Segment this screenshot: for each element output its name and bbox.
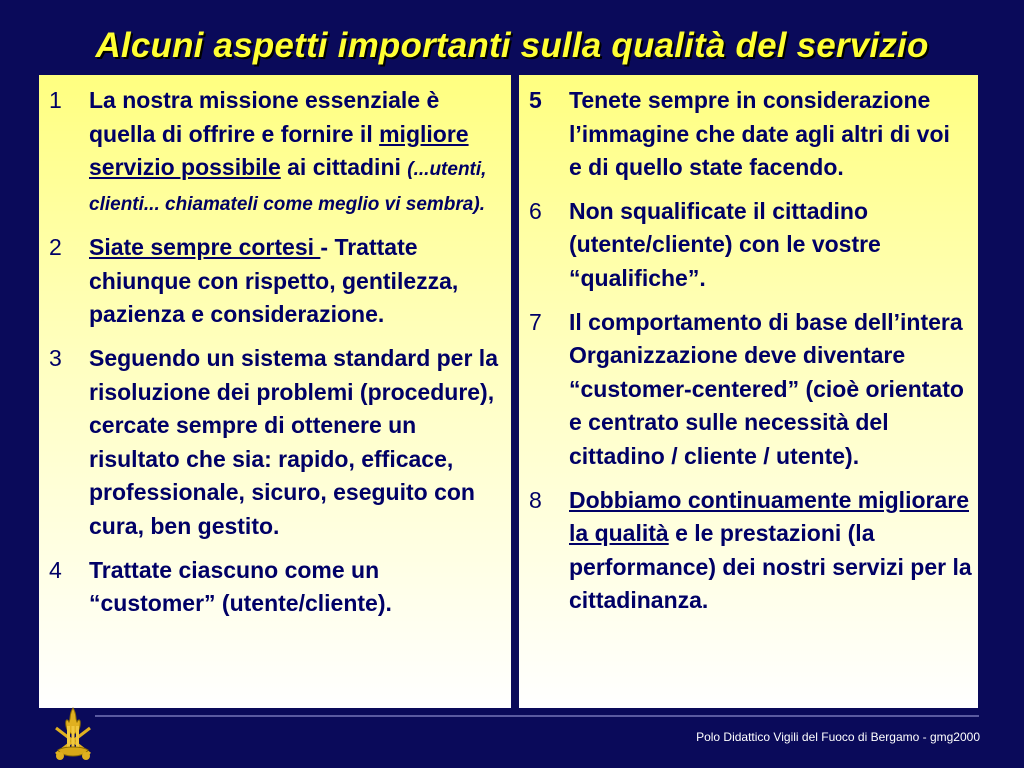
item-text: Non squalificate il cittadino (utente/cliente) con le vostre “qualifiche”. [569, 197, 881, 291]
item-note: (...utenti, clienti... chiamateli come meglio vi sembra). [89, 159, 487, 216]
list-item-7 [529, 306, 972, 474]
list-item-2 [49, 231, 505, 332]
item-text-part: La nostra missione essenziale è quella di offrire e fornire il [89, 87, 440, 147]
item-number: 4 [49, 556, 62, 583]
right-panel [519, 75, 978, 708]
underlined-phrase: Dobbiamo continuamente migliorare la qualità [569, 486, 969, 547]
item-number: 7 [529, 308, 542, 335]
item-text-part: e di quello state facendo. [569, 154, 844, 181]
item-number: 2 [49, 234, 62, 261]
underlined-phrase: Siate sempre cortesi [89, 234, 321, 261]
item-text-part: e le prestazioni (la performance) dei nostri servizi per la cittadinanza. [569, 520, 972, 614]
list-item-5 [529, 84, 972, 185]
footer-divider [95, 715, 979, 717]
list-item-1 [49, 84, 505, 221]
item-text: Trattate ciascuno come un “customer” (utente/cliente). [89, 556, 392, 617]
item-number: 8 [529, 486, 542, 513]
item-number: 1 [49, 87, 62, 113]
item-number: 5 [529, 87, 542, 113]
slide-title: Alcuni aspetti importanti sulla qualità del servizio [95, 26, 929, 65]
list-item-6 [529, 195, 972, 296]
item-text: Seguendo un sistema standard per la risoluzione dei problemi (procedure), cercate sempre di ottenere un risultato che sia: rapido, efficace, professionale, sicuro, eseguito con cura, ben gestito. [89, 344, 498, 539]
item-number: 6 [529, 197, 542, 224]
footer-credit: Polo Didattico Vigili del Fuoco di Bergamo - gmg2000 [696, 730, 980, 744]
item-number: 3 [49, 344, 62, 371]
item-text: Il comportamento di base dell’intera Organizzazione deve diventare “customer-centered” (cioè orientato e centrato sulle necessità del cittadino / cliente / utente). [569, 308, 964, 469]
firefighter-emblem-icon [50, 706, 96, 764]
item-text-part: Tenete sempre in considerazione l’immagine che date agli altri di voi [569, 87, 950, 147]
item-text [89, 231, 505, 332]
item-text [89, 84, 505, 221]
underlined-phrase: migliore servizio possibile [89, 120, 469, 181]
item-text [569, 484, 972, 618]
left-panel [39, 75, 511, 708]
item-text-part: ai cittadini [280, 154, 408, 181]
list-item-8 [529, 484, 972, 618]
list-item-3 [49, 342, 505, 544]
item-text [569, 84, 972, 185]
item-text-part: - Trattate chiunque con rispetto, gentilezza, pazienza e considerazione. [89, 234, 459, 328]
list-item-4 [49, 554, 505, 621]
